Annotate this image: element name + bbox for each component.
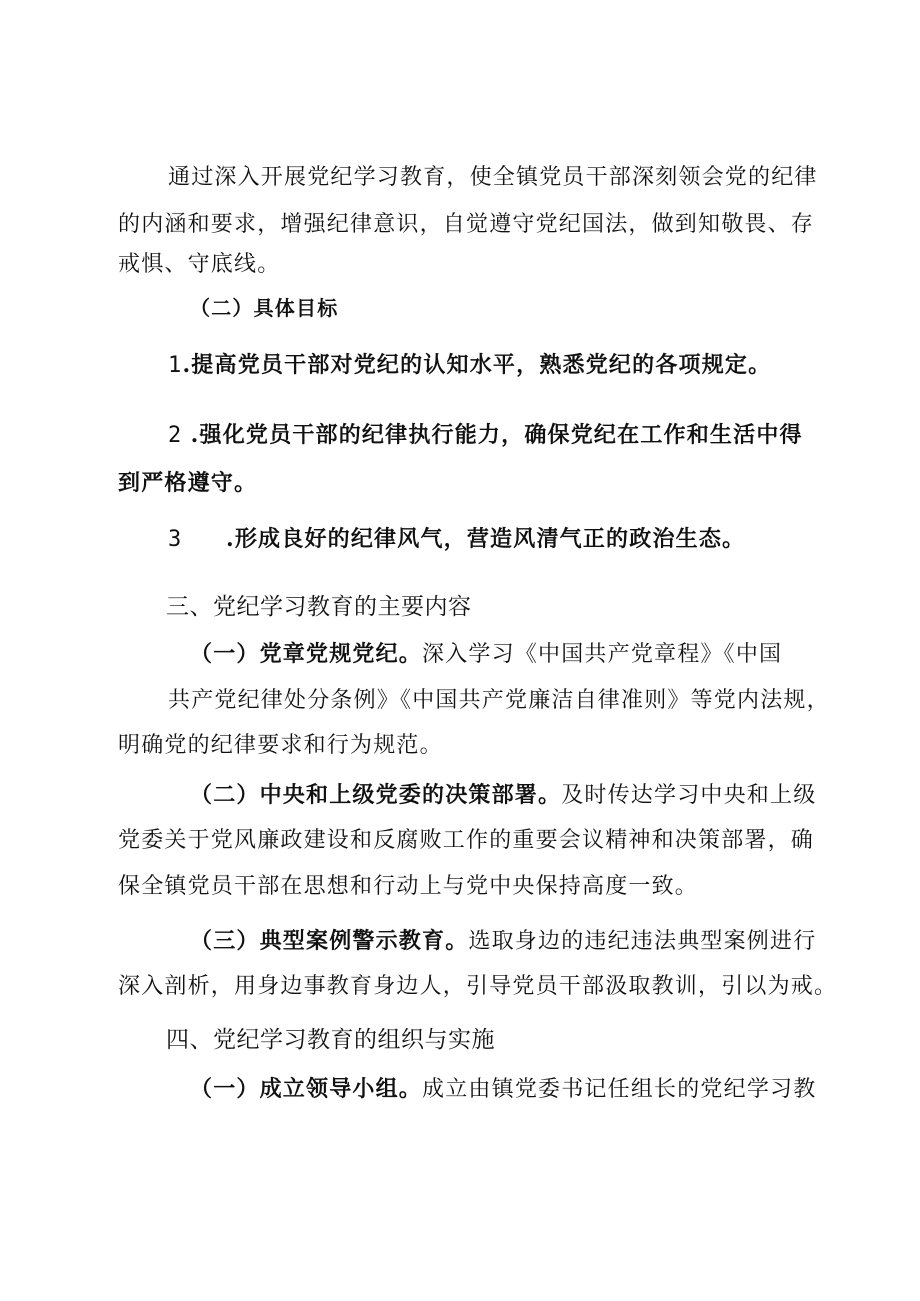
goal-1 — [168, 350, 771, 381]
section-3-p2-line-2: 党委关于党风廉政建设和反腐败工作的重要会议精神和决策部署，确 — [118, 828, 815, 853]
objective-intro-line-1: 通过深入开展党纪学习教育，使全镇党员干部深刻领会党的纪律 — [168, 165, 818, 190]
section-4-heading: 四、党纪学习教育的组织与实施 — [166, 1027, 495, 1053]
goal-2-number: 2 — [168, 423, 183, 448]
section-3-p1-line-1 — [190, 639, 782, 670]
section-3-p2-text-1: 及时传达学习中央和上级 — [561, 783, 817, 808]
section-4-p1-label: （一）成立领导小组。 — [190, 1076, 423, 1102]
goal-3-number: 3 — [168, 527, 183, 552]
section-3-p3-text-1: 选取身边的违纪违法典型案例进行 — [468, 929, 817, 954]
objective-intro-line-2: 的内涵和要求，增强纪律意识，自觉遵守党纪国法，做到知敬畏、存 — [118, 212, 815, 237]
section-3-p2-label: （二）中央和上级党委的决策部署。 — [190, 782, 562, 808]
section-3-p1-label: （一）党章党规党纪。 — [190, 641, 423, 667]
goal-3 — [168, 524, 745, 555]
objective-intro-line-3: 戒惧、守底线。 — [118, 252, 281, 277]
specific-goals-heading: （二）具体目标 — [190, 296, 339, 320]
goal-3-text: .形成良好的纪律风气，营造风清气正的政治生态。 — [226, 526, 746, 552]
section-3-p1-line-3: 明确党的纪律要求和行为规范。 — [118, 733, 443, 758]
section-3-heading: 三、党纪学习教育的主要内容 — [166, 594, 472, 620]
goal-2 — [168, 420, 803, 451]
section-3-p1-text-1: 深入学习《中国共产党章程》《中国 — [422, 642, 783, 667]
section-4-p1-text-1: 成立由镇党委书记任组长的党纪学习教 — [422, 1077, 817, 1102]
section-4-p1-line-1 — [190, 1074, 816, 1105]
goal-1-number: 1 — [168, 353, 183, 378]
section-3-p3-line-1 — [190, 926, 816, 957]
goal-1-text: .提高党员干部对党纪的认知水平，熟悉党纪的各项规定。 — [182, 352, 772, 378]
section-3-p2-line-3: 保全镇党员干部在思想和行动上与党中央保持高度一致。 — [118, 874, 699, 899]
section-3-p3-label: （三）典型案例警示教育。 — [190, 928, 469, 954]
goal-2-text-line-1: .强化党员干部的纪律执行能力，确保党纪在工作和生活中得 — [190, 422, 803, 448]
section-3-p3-line-2: 深入剖析，用身边事教育身边人，引导党员干部汲取教训，引以为戒。 — [118, 974, 838, 999]
goal-2-text-line-2: 到严格遵守。 — [118, 470, 258, 496]
section-3-p2-line-1 — [190, 780, 816, 811]
section-3-p1-line-2: 共产党纪律处分条例》《中国共产党廉洁自律准则》等党内法规， — [168, 688, 830, 713]
